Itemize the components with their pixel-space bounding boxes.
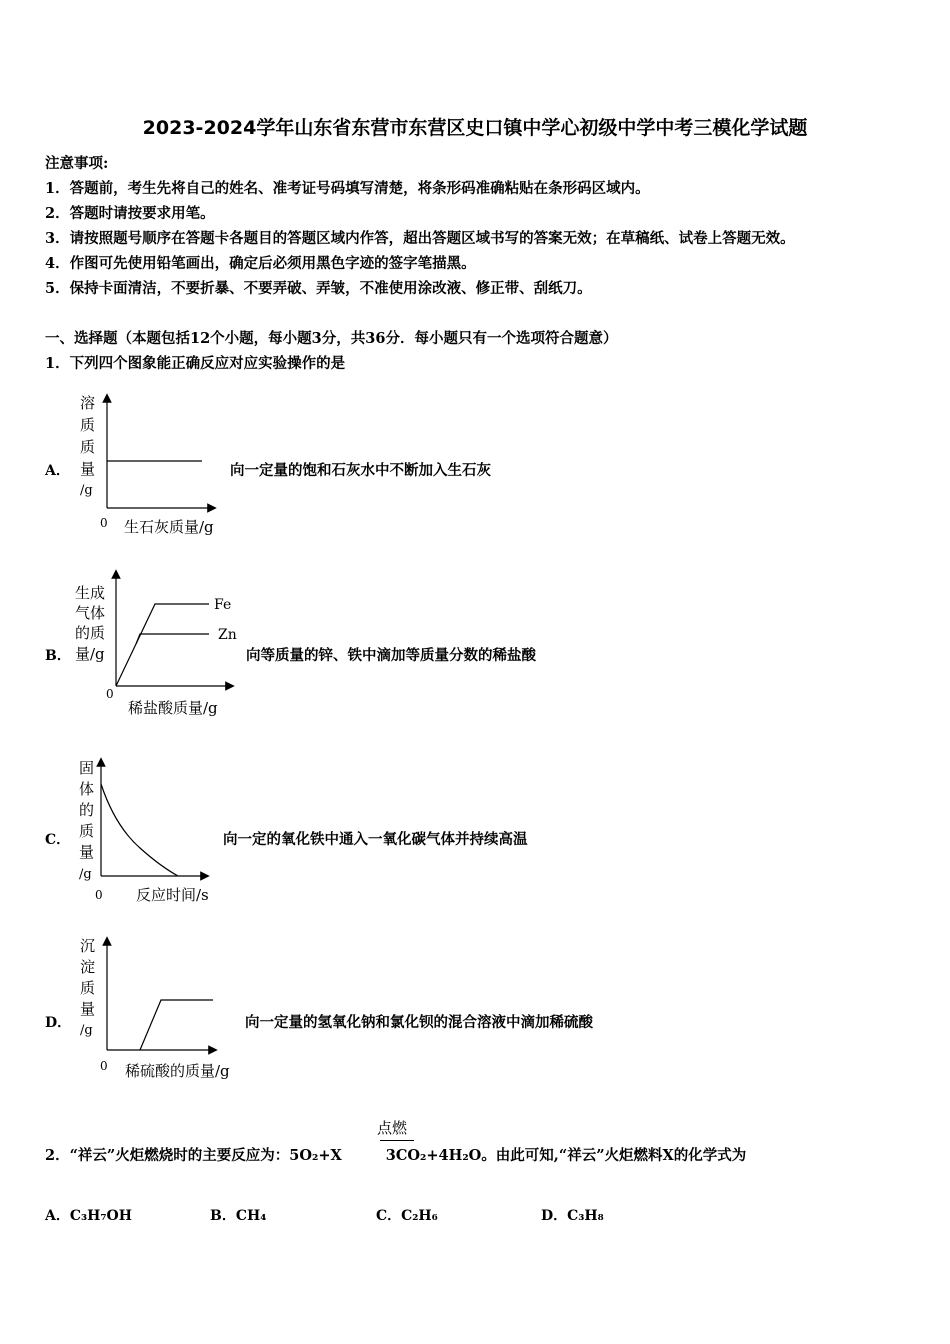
x-axis-label: 稀盐酸质量/g xyxy=(128,699,218,717)
y-label-line: 量/g xyxy=(75,645,105,663)
option-b-desc: 向等质量的锌、铁中滴加等质量分数的稀盐酸 xyxy=(246,647,536,664)
x-axis-label: 稀硫酸的质量/g xyxy=(125,1062,230,1080)
q2-suffix: 。由此可知,“祥云”火炬燃料X的化学式为 xyxy=(481,1147,747,1164)
y-label-char: 质 xyxy=(80,979,96,997)
y-label-char: 沉 xyxy=(80,937,96,955)
section-heading: 一、选择题（本题包括12个小题，每小题3分，共36分．每小题只有一个选项符合题意） xyxy=(45,330,618,347)
graph-d xyxy=(70,933,250,1085)
option-c-label: C． xyxy=(45,832,71,848)
y-label-char: 体 xyxy=(79,780,95,798)
q2-products: 3CO₂+4H₂O xyxy=(385,1147,482,1164)
origin-label: 0 xyxy=(95,888,103,902)
q2-option-a: A．C₃H₇OH xyxy=(45,1208,132,1224)
series-zn-label: Zn xyxy=(218,627,237,643)
option-a-desc: 向一定量的饱和石灰水中不断加入生石灰 xyxy=(230,462,491,479)
q2-option-b: B．CH₄ xyxy=(210,1208,267,1224)
y-label-char: 量 xyxy=(80,1000,96,1018)
option-a-label: A． xyxy=(45,463,70,479)
y-label-char: 量 xyxy=(79,843,95,861)
y-label-char: 固 xyxy=(79,759,95,777)
note-item: 5．保持卡面清洁，不要折暴、不要弄破、弄皱，不准使用涂改液、修正带、刮纸刀。 xyxy=(45,280,592,297)
q2-option-d: D．C₃H₈ xyxy=(541,1208,604,1224)
y-label-char: 质 xyxy=(80,438,96,456)
origin-label: 0 xyxy=(100,1059,108,1073)
reaction-arrow xyxy=(380,1140,414,1141)
x-axis-label: 反应时间/s xyxy=(136,886,209,904)
page-title: 2023-2024学年山东省东营市东营区史口镇中学心初级中学中考三模化学试题 xyxy=(142,117,808,139)
x-axis-label: 生石灰质量/g xyxy=(124,518,214,536)
y-label-char: /g xyxy=(80,1023,93,1038)
note-item: 2．答题时请按要求用笔。 xyxy=(45,205,215,222)
notes-header: 注意事项: xyxy=(45,155,109,172)
graph-c xyxy=(70,756,230,908)
question-2-stem xyxy=(45,1144,746,1165)
origin-label: 0 xyxy=(100,516,108,530)
decay-curve xyxy=(101,784,178,876)
option-c-desc: 向一定的氧化铁中通入一氧化碳气体并持续高温 xyxy=(223,831,528,848)
series-zn-line xyxy=(136,634,209,644)
note-item: 1．答题前，考生先将自己的姓名、准考证号码填写清楚，将条形码准确粘贴在条形码区域内。 xyxy=(45,180,650,197)
graph-a xyxy=(70,388,230,538)
y-label-char: 质 xyxy=(79,822,95,840)
reaction-condition: 点燃 xyxy=(377,1119,408,1137)
q2-option-c: C．C₂H₆ xyxy=(376,1208,438,1224)
y-label-line: 气体 xyxy=(75,604,106,622)
series-fe-label: Fe xyxy=(214,597,232,613)
y-label-char: 溶 xyxy=(80,394,96,412)
y-label-char: 淀 xyxy=(80,958,96,976)
option-d-label: D． xyxy=(45,1015,72,1031)
option-b-label: B． xyxy=(45,648,71,664)
series-fe-line xyxy=(116,604,209,686)
y-label-char: 质 xyxy=(80,416,96,434)
note-item: 4．作图可先使用铅笔画出，确定后必须用黑色字迹的签字笔描黑。 xyxy=(45,255,476,272)
note-item: 3．请按照题号顺序在答题卡各题目的答题区域内作答，超出答题区域书写的答案无效；在草稿纸、试卷上答题无效。 xyxy=(45,230,795,247)
y-label-line: 的质 xyxy=(75,624,106,642)
data-line xyxy=(140,1000,213,1050)
y-label-char: 的 xyxy=(79,801,95,819)
option-d-desc: 向一定量的氢氧化钠和氯化钡的混合溶液中滴加稀硫酸 xyxy=(245,1014,593,1031)
y-label-char: /g xyxy=(80,483,93,498)
y-label-line: 生成 xyxy=(75,584,106,602)
graph-b xyxy=(70,568,250,720)
question-1-stem: 1．下列四个图象能正确反应对应实验操作的是 xyxy=(45,355,346,372)
y-label-char: 量 xyxy=(80,460,96,478)
q2-reactants: 5O₂+X xyxy=(289,1147,342,1164)
origin-label: 0 xyxy=(106,687,114,701)
q2-prefix: 2．“祥云”火炬燃烧时的主要反应为： xyxy=(45,1147,290,1164)
y-label-char: /g xyxy=(79,867,92,882)
